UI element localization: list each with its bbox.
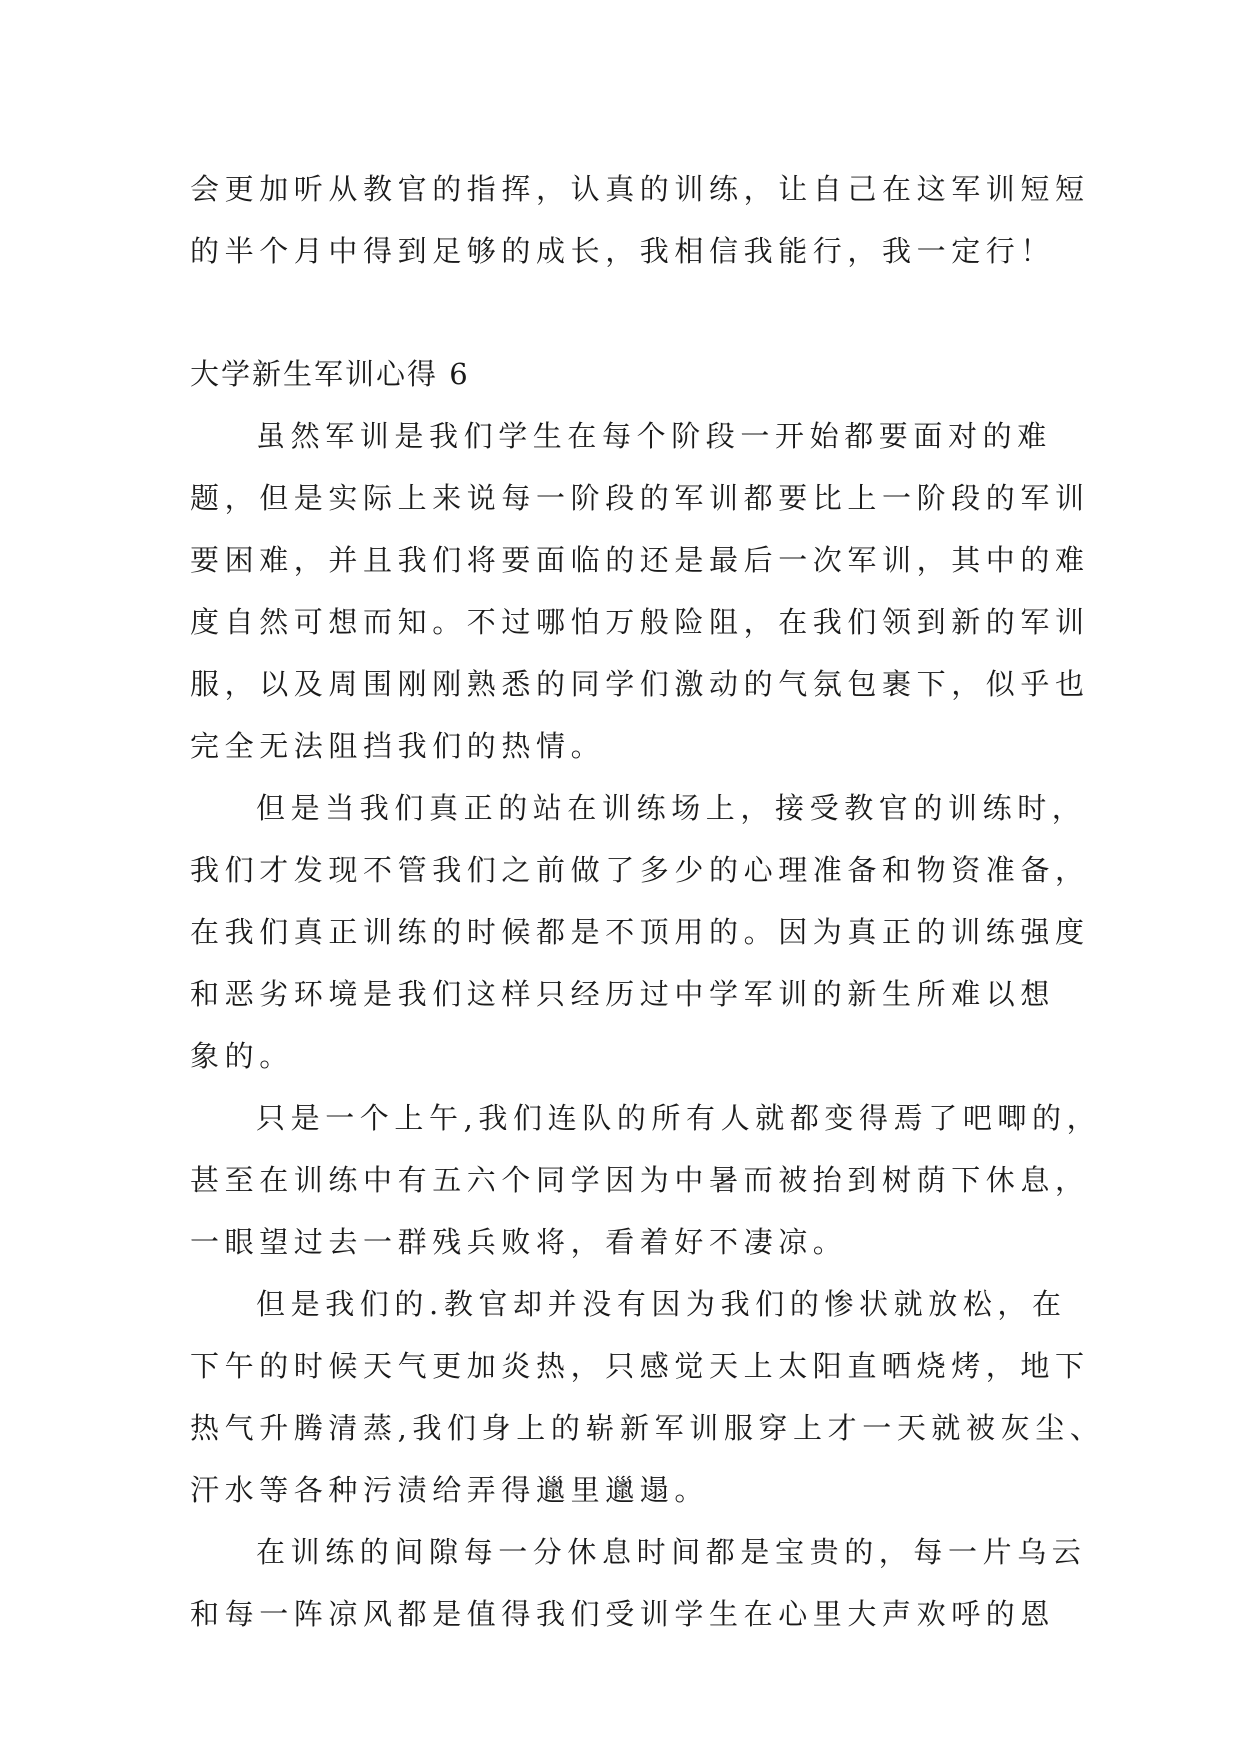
text-line: 虽然军训是我们学生在每个阶段一开始都要面对的难 (256, 419, 1052, 453)
paragraph-3 (190, 1087, 1102, 1273)
text-line: 下午的时候天气更加炎热，只感觉天上太阳直晒烧烤，地下 (190, 1349, 1090, 1383)
text-line: 甚至在训练中有五六个同学因为中暑而被抬到树荫下休息， (190, 1163, 1090, 1197)
text-line: 但是我们的.教官却并没有因为我们的惨状就放松，在 (256, 1287, 1067, 1321)
section-title: 大学新生军训心得 6 (190, 357, 470, 391)
text-line: 我们才发现不管我们之前做了多少的心理准备和物资准备， (190, 853, 1090, 887)
paragraph-1 (190, 405, 1090, 777)
text-line: 要困难，并且我们将要面临的还是最后一次军训，其中的难 (190, 543, 1090, 577)
text-line: 会更加听从教官的指挥，认真的训练，让自己在这军训短短 (190, 172, 1090, 206)
text-line: 汗水等各种污渍给弄得邋里邋遢。 (190, 1473, 710, 1507)
text-line: 热气升腾清蒸,我们身上的崭新军训服穿上才一天就被灰尘、 (190, 1411, 1105, 1445)
text-line: 度自然可想而知。不过哪怕万般险阻，在我们领到新的军训 (190, 605, 1090, 639)
text-line: 在我们真正训练的时候都是不顶用的。因为真正的训练强度 (190, 915, 1090, 949)
text-line: 和恶劣环境是我们这样只经历过中学军训的新生所难以想 (190, 977, 1056, 1011)
document-body (190, 158, 1105, 1645)
paragraph-4 (190, 1273, 1105, 1521)
paragraph-5 (190, 1521, 1087, 1645)
text-line: 一眼望过去一群残兵败将，看着好不凄凉。 (190, 1225, 848, 1259)
text-line: 但是当我们真正的站在训练场上，接受教官的训练时， (256, 791, 1087, 825)
text-line: 题，但是实际上来说每一阶段的军训都要比上一阶段的军训 (190, 481, 1090, 515)
text-line: 象的。 (190, 1039, 294, 1073)
paragraph-2 (190, 777, 1090, 1087)
text-line: 和每一阵凉风都是值得我们受训学生在心里大声欢呼的恩 (190, 1597, 1056, 1631)
text-line: 完全无法阻挡我们的热情。 (190, 729, 606, 763)
text-line: 在训练的间隙每一分休息时间都是宝贵的，每一片乌云 (256, 1535, 1087, 1569)
text-line: 的半个月中得到足够的成长，我相信我能行，我一定行！ (190, 234, 1056, 268)
text-line: 只是一个上午,我们连队的所有人就都变得焉了吧唧的， (256, 1101, 1102, 1135)
intro-paragraph (190, 158, 1090, 282)
text-line: 服，以及周围刚刚熟悉的同学们激动的气氛包裹下，似乎也 (190, 667, 1090, 701)
